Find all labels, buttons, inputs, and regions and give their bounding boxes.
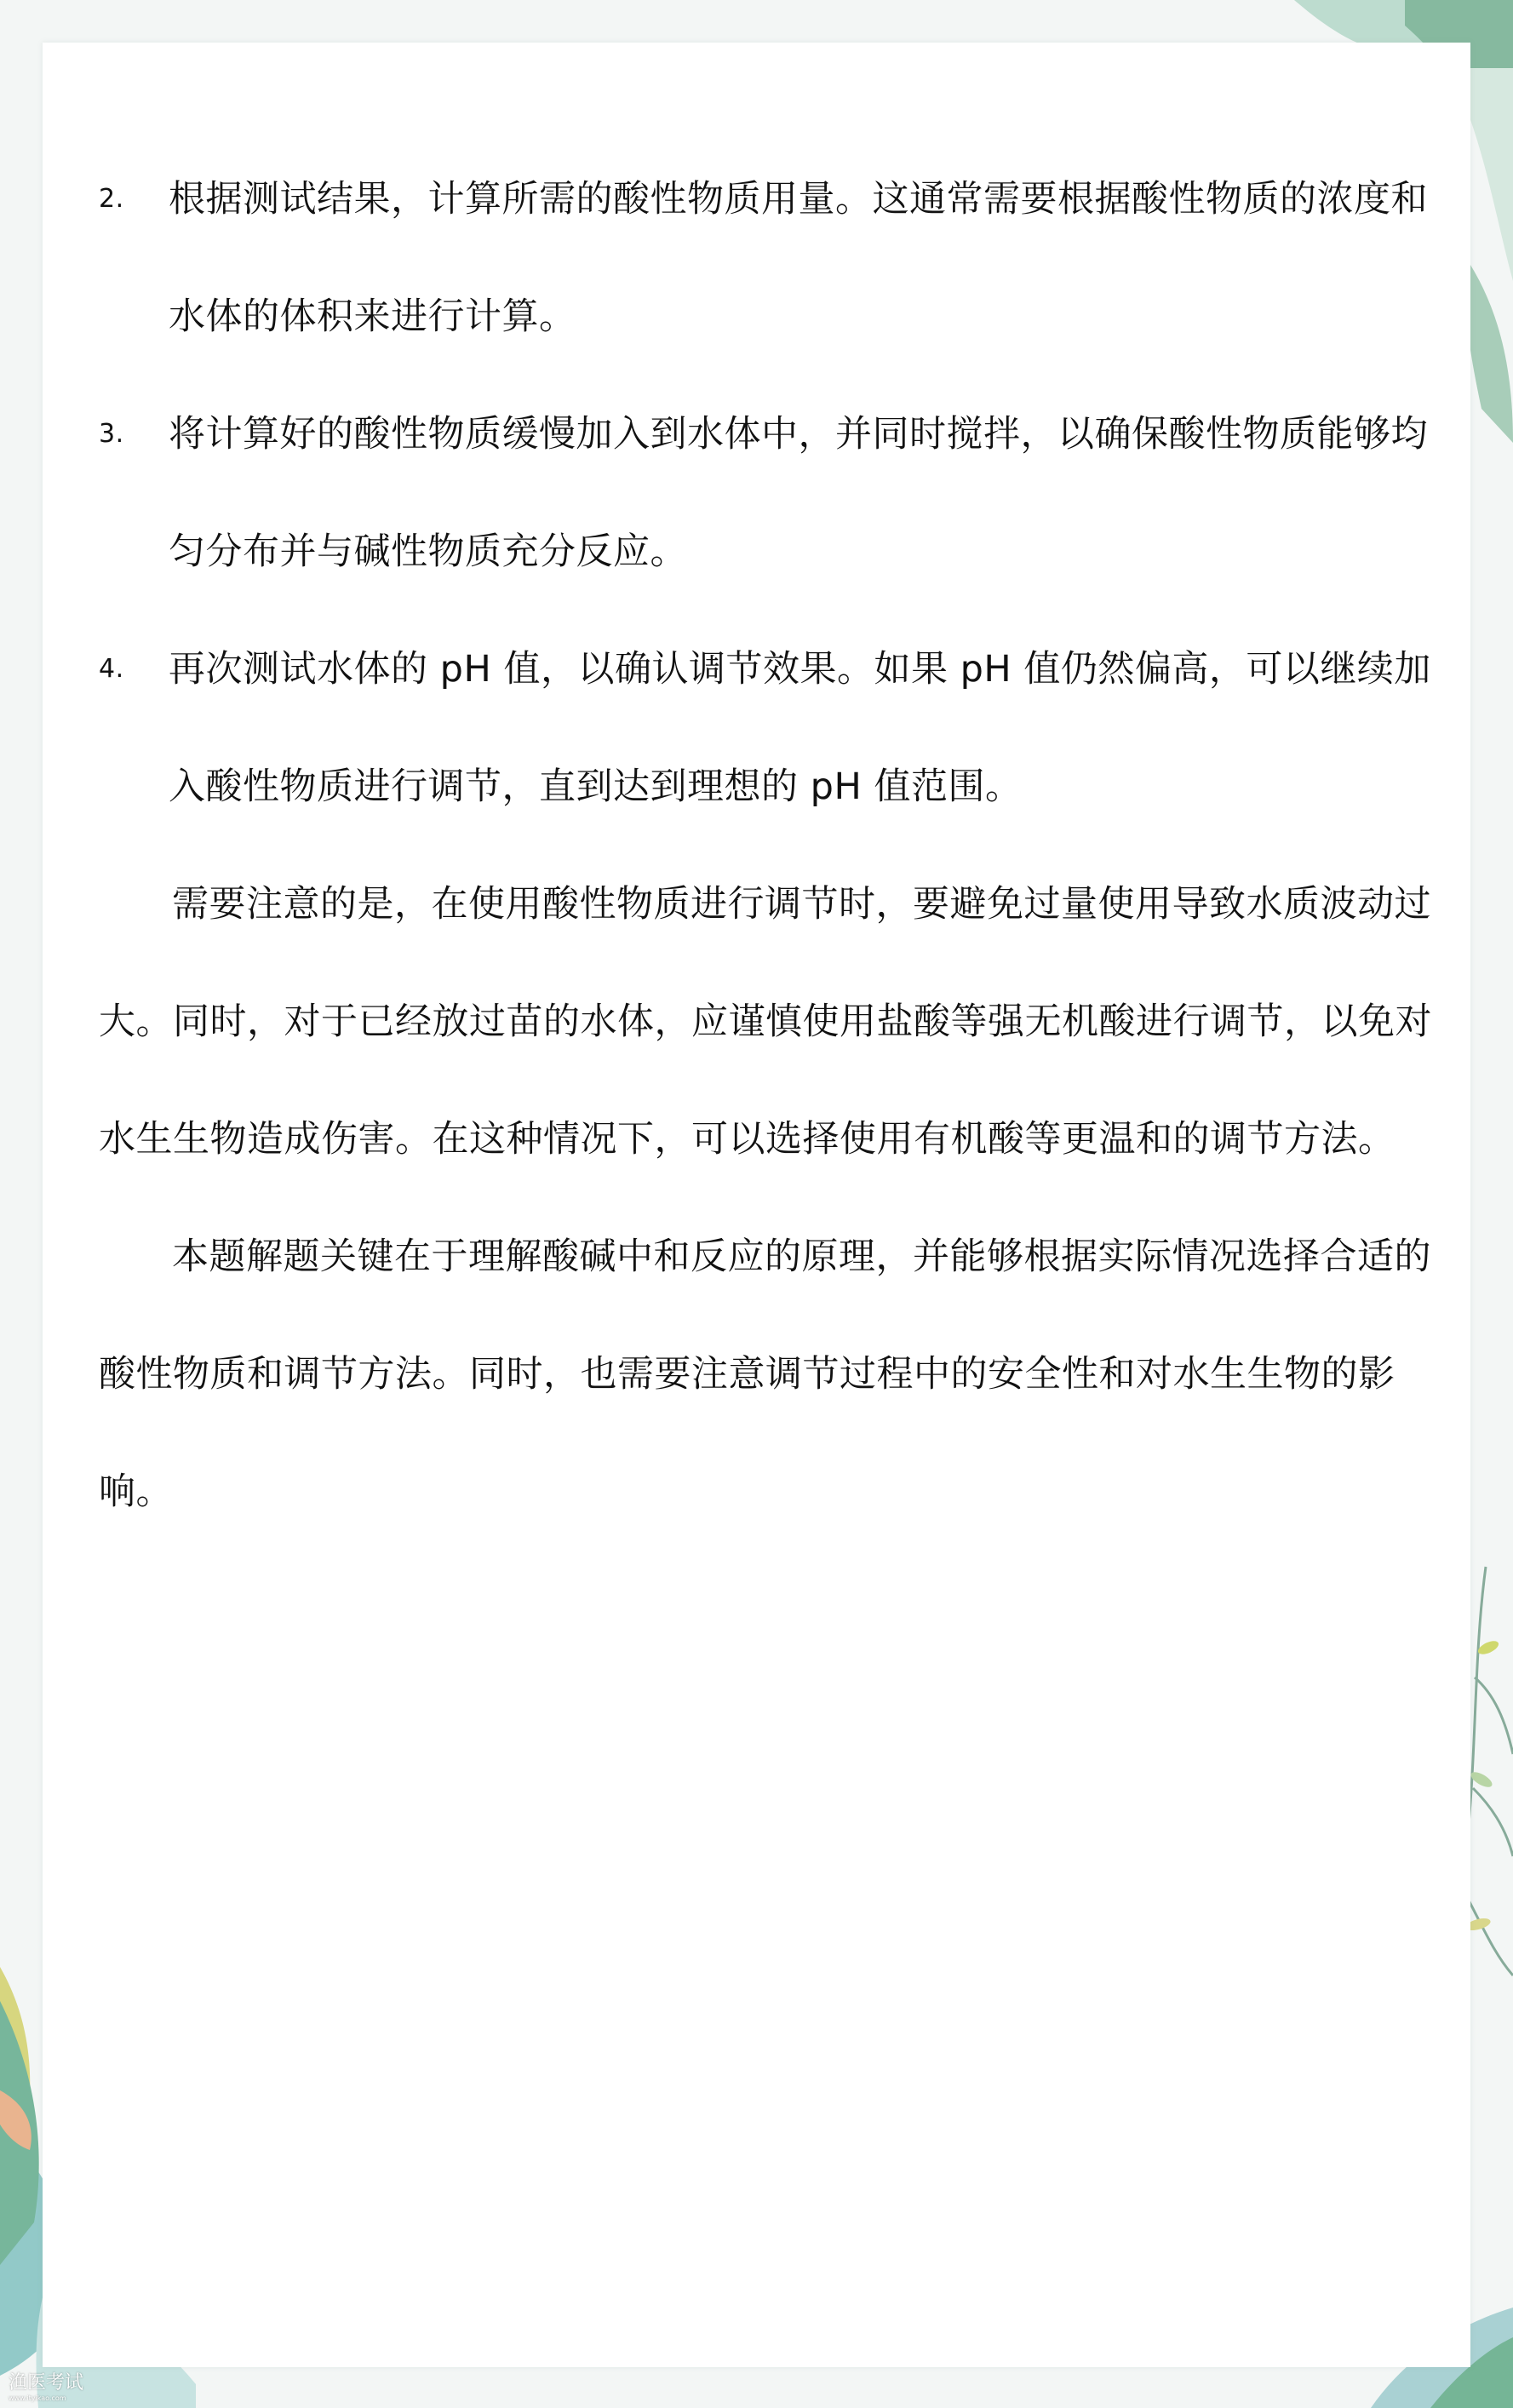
watermark-text: 渔医考试 xyxy=(9,2372,84,2394)
list-item-text: 将计算好的酸性物质缓慢加入到水体中，并同时搅拌，以确保酸性物质能够均匀分布并与碱性物质充分反应。 xyxy=(169,413,1428,573)
caution-paragraph: 需要注意的是，在使用酸性物质进行调节时，要避免过量使用导致水质波动过大。同时，对于已经放过苗的水体，应谨慎使用盐酸等强无机酸进行调节，以免对水生生物造成伤害。在这种情况下，可以选择使用有机酸等更温和的调节方法。 xyxy=(99,883,1432,1161)
document-content xyxy=(99,140,1444,1551)
list-item-text: 根据测试结果，计算所需的酸性物质用量。这通常需要根据酸性物质的浓度和水体的体积来进行计算。 xyxy=(169,178,1428,338)
list-item-number: 2. xyxy=(99,184,124,214)
list-item-number: 3. xyxy=(99,419,124,449)
watermark xyxy=(9,2372,102,2403)
document-page xyxy=(43,43,1470,2367)
list-item-number: 4. xyxy=(99,654,124,684)
list-item xyxy=(99,611,1444,846)
list-item-text: 再次测试水体的 pH 值，以确认调节效果。如果 pH 值仍然偏高，可以继续加入酸性物质进行调节，直到达到理想的 pH 值范围。 xyxy=(169,648,1431,808)
right-branch-sketch xyxy=(1464,1567,1513,1975)
list-item xyxy=(99,140,1444,376)
watermark-subtext: www.ityikao.com xyxy=(9,2394,66,2402)
list-item xyxy=(99,376,1444,611)
summary-paragraph: 本题解题关键在于理解酸碱中和反应的原理，并能够根据实际情况选择合适的酸性物质和调节方法。同时，也需要注意调节过程中的安全性和对水生生物的影响。 xyxy=(99,1236,1431,1513)
